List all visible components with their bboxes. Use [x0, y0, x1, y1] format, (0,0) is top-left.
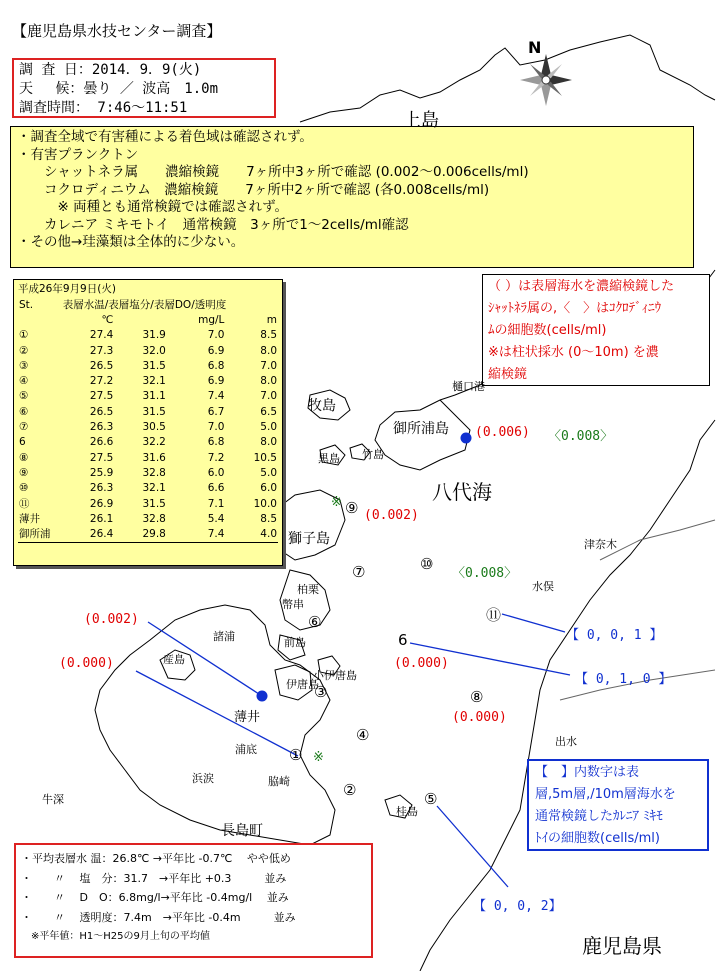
place-wakitomari: 脇崎 [268, 775, 290, 788]
station-5: ⑤ [424, 790, 438, 808]
compass-rose-icon [520, 54, 572, 106]
cell: 26.3 [89, 421, 114, 434]
summary-box [10, 126, 694, 268]
cell: 7.0 [207, 421, 225, 434]
cell: 4.0 [225, 526, 278, 542]
station-2: ② [343, 781, 357, 799]
station-6b: 6 [398, 631, 408, 649]
place-yatsushiro-sea: 八代海 [432, 480, 492, 504]
table-row [18, 511, 278, 526]
cell: 31.5 [142, 359, 166, 372]
cell: 8.0 [260, 375, 277, 388]
unit-cell [114, 312, 167, 327]
value-s1-chattonella: (0.000) [59, 656, 114, 671]
cell: 7.1 [207, 497, 225, 510]
place-nagashima: 長島町 [221, 823, 263, 839]
cell: 7.2 [207, 451, 225, 464]
cell: 御所浦 [18, 526, 62, 542]
cell: ③ [19, 359, 29, 372]
cell: ① [19, 329, 29, 342]
summary-line: ・調査全域で有害種による着色域は確認されず。 [17, 129, 313, 145]
cell: 10.0 [253, 497, 277, 510]
header-title: 【鹿児島県水技センター調査】 [12, 22, 222, 40]
cell: 8.5 [260, 512, 277, 525]
legend-blue-note [527, 759, 709, 851]
summary-line: ・有害プランクトン [17, 146, 139, 163]
summary-line: ※ 両種とも通常検鏡では確認されず。 [17, 199, 289, 215]
stats-line: ・ 〃 D O：6.8mg/l→平年比 -0.4mg/l 並み [21, 891, 289, 904]
cell: 30.5 [142, 421, 166, 434]
place-sanjima: 産島 [163, 653, 185, 666]
table-row [18, 481, 278, 496]
table-row [18, 435, 278, 450]
cell: ⑪ [19, 497, 30, 510]
place-maejima: 前島 [284, 636, 306, 649]
place-shoura: 諸浦 [213, 630, 235, 643]
place-minamata: 水俣 [532, 580, 554, 593]
cell: 32.1 [142, 482, 166, 495]
cell: 6.7 [207, 405, 225, 418]
station-1: ① [289, 746, 303, 764]
survey-time: 調査時間： 7:46～11:51 [19, 100, 188, 116]
table-row [18, 450, 278, 465]
note-line: ﾄｲの細胞数(cells/ml) [535, 831, 660, 846]
value-goshoura-chattonella: (0.006) [475, 425, 530, 440]
unit-cell: ℃ [101, 313, 114, 326]
cell: 31.5 [142, 405, 166, 418]
cell: 27.3 [89, 344, 114, 357]
stats-line: ・ 〃 透明度：7.4m →平年比 -0.4m 並み [21, 910, 296, 924]
summary-line: ・その他→珪藻類は全体的に少ない。 [17, 234, 245, 250]
table-row [18, 358, 278, 373]
table-date: 平成26年9月9日(火) [18, 283, 116, 295]
place-makishima: 牧島 [308, 398, 336, 414]
place-koikara: 小伊唐島 [313, 669, 357, 682]
place-kashiwa: 柏栗 [297, 583, 319, 596]
summary-line: コクロディニウム 濃縮検鏡 7ヶ所中2ヶ所で確認 (各0.008cells/ml) [17, 181, 490, 198]
cell: ⑦ [19, 421, 29, 434]
value-s10-cochlodinium: 〈0.008〉 [452, 566, 518, 581]
place-izumi: 出水 [555, 735, 577, 748]
unit-cell: mg/L [198, 313, 225, 326]
stats-line: ※平年値：H1～H25の9月上旬の平均値 [21, 931, 210, 942]
cell: 6.5 [260, 405, 277, 418]
cell: 31.6 [142, 451, 166, 464]
place-tsunagi: 津奈木 [584, 538, 617, 551]
table-header-cols: 表層水温/表層塩分/表層DO/透明度 [62, 298, 227, 311]
cell: 32.0 [142, 344, 166, 357]
cell: ⑨ [19, 466, 29, 479]
place-kuroshima: 黒島 [318, 452, 340, 465]
station-4: ④ [356, 726, 370, 744]
cell: 31.9 [142, 329, 166, 342]
cell: 7.0 [260, 359, 277, 372]
cell: 7.4 [207, 390, 225, 403]
place-kamishima: 上島 [403, 110, 439, 131]
unit-cell: m [266, 313, 277, 326]
value-s9-chattonella: (0.002) [364, 508, 419, 523]
stats-line: ・平均表層水 温：26.8℃ →平年比 -0.7℃ やや低め [21, 852, 291, 865]
place-ibushi: 伊唐島 [286, 678, 319, 691]
value-s11-karenia: 【 0, 0, 1 】 [566, 628, 663, 643]
cell: 32.1 [142, 375, 166, 388]
cell: 27.2 [89, 375, 114, 388]
cell: ⑧ [19, 451, 29, 464]
cell: 26.3 [89, 482, 114, 495]
note-line: 層,5m層,/10m層海水を [535, 787, 676, 802]
legend-red-note [482, 274, 710, 386]
station-9: ⑨ [345, 499, 359, 517]
place-kajiguchi: 樋口港 [452, 380, 485, 393]
note-line: ｼｬｯﾄﾈﾗ属の,〈 〉はｺｸﾛﾃﾞｨﾆｳ [488, 301, 662, 316]
cell: 6.9 [207, 375, 225, 388]
value-s5-karenia: 【 0, 0, 2】 [473, 899, 562, 914]
cell: 29.8 [114, 526, 167, 542]
cell: 8.5 [260, 329, 277, 342]
cell: 6.8 [207, 359, 225, 372]
table-row [18, 496, 278, 511]
cell: 7.0 [260, 390, 277, 403]
cell: 32.8 [142, 466, 166, 479]
place-katazuka: 幣串 [282, 598, 304, 611]
average-stats-box [14, 843, 373, 958]
station-6: ⑥ [308, 613, 322, 631]
place-hamahira: 浜涙 [192, 772, 214, 785]
cell: 7.4 [167, 526, 226, 542]
value-goshoura-cochlodinium: 〈0.008〉 [548, 429, 614, 444]
cell: 25.9 [89, 466, 114, 479]
table-row [18, 389, 278, 404]
place-shishijima: 獅子島 [288, 531, 330, 547]
cell: 6.8 [207, 436, 225, 449]
table-row [18, 373, 278, 388]
cell: 7.0 [207, 329, 225, 342]
cell: 27.5 [89, 390, 114, 403]
cell: 31.5 [142, 497, 166, 510]
cell: 27.4 [89, 329, 114, 342]
value-s8-chattonella: (0.000) [452, 710, 507, 725]
table-row [18, 343, 278, 358]
value-s6b-karenia: 【 0, 1, 0 】 [575, 672, 672, 687]
station-11: ⑪ [486, 606, 502, 624]
compass-north-label: N [528, 38, 542, 57]
note-line: 【 】内数字は表 [535, 765, 640, 780]
cell: 32.2 [142, 436, 166, 449]
table-row [18, 419, 278, 434]
stats-line: ・ 〃 塩 分：31.7 →平年比 +0.3 並み [21, 871, 287, 885]
place-urasoko: 浦底 [235, 743, 257, 756]
column-sample-mark: ※ [313, 750, 324, 765]
usui-sample-dot [257, 691, 268, 702]
place-goshoura: 御所浦島 [393, 421, 449, 437]
table-row [18, 526, 278, 542]
place-ushibuka: 牛深 [42, 793, 64, 806]
cell: 32.8 [142, 512, 166, 525]
note-line: 通常検鏡したｶﾚﾆｱ ﾐｷﾓ [535, 809, 663, 824]
goshoura-sample-dot [461, 433, 472, 444]
place-takeshima: 竹島 [362, 448, 384, 461]
cell: ⑤ [19, 390, 29, 403]
station-data-table [13, 279, 283, 566]
place-usui: 薄井 [234, 710, 261, 725]
survey-weather: 天 候：曇り ／ 波高 1.0m [19, 81, 219, 97]
cell: 6.9 [207, 344, 225, 357]
place-sakurajima: 桂島 [396, 805, 418, 818]
unit-cell [18, 312, 62, 327]
cell: 26.5 [89, 405, 114, 418]
cell: 10.5 [253, 451, 277, 464]
cell: 26.9 [89, 497, 114, 510]
cell: 26.1 [89, 512, 114, 525]
cell: ② [19, 344, 29, 357]
cell: ⑥ [19, 405, 29, 418]
summary-line: シャットネラ属 濃縮検鏡 7ヶ所中3ヶ所で確認 (0.002～0.006cells/ml) [17, 164, 529, 180]
value-usui-chattonella: (0.002) [84, 612, 139, 627]
table-row [18, 328, 278, 343]
note-line: 縮検鏡 [488, 367, 528, 382]
station-7: ⑦ [352, 563, 366, 581]
note-line: ※は柱状採水 (0～10m) を濃 [488, 345, 659, 360]
cell: ⑩ [19, 482, 29, 495]
cell: 6.0 [260, 482, 277, 495]
cell: 6.6 [207, 482, 225, 495]
cell: 5.0 [260, 466, 277, 479]
cell: 31.1 [142, 390, 166, 403]
cell: 6 [19, 436, 26, 449]
column-sample-mark: ※ [331, 495, 342, 510]
cell: 26.5 [89, 359, 114, 372]
cell: 薄井 [19, 512, 40, 525]
survey-date: 調 査 日：2014．9．9(火) [19, 62, 202, 78]
survey-info-box [12, 58, 276, 118]
cell: 5.4 [207, 512, 225, 525]
cell: 5.0 [260, 421, 277, 434]
cell: 6.0 [207, 466, 225, 479]
cell: 26.6 [89, 436, 114, 449]
place-kagoshima: 鹿児島県 [582, 934, 662, 958]
note-line: （ ）は表層海水を濃縮検鏡した [488, 279, 675, 294]
value-s6b-chattonella: (0.000) [394, 656, 449, 671]
table-row [18, 404, 278, 419]
station-10: ⑩ [420, 555, 434, 573]
cell: 8.0 [260, 436, 277, 449]
station-3: ③ [314, 683, 328, 701]
station-8: ⑧ [470, 688, 484, 706]
cell: 27.5 [89, 451, 114, 464]
cell: ④ [19, 375, 29, 388]
note-line: ﾑの細胞数(cells/ml) [488, 323, 607, 338]
table-header-st: St. [19, 298, 34, 311]
cell: 26.4 [62, 526, 115, 542]
summary-line: カレニア ミキモトイ 通常検鏡 3ヶ所で1～2cells/ml確認 [17, 216, 409, 233]
cell: 8.0 [260, 344, 277, 357]
table-row [18, 465, 278, 480]
